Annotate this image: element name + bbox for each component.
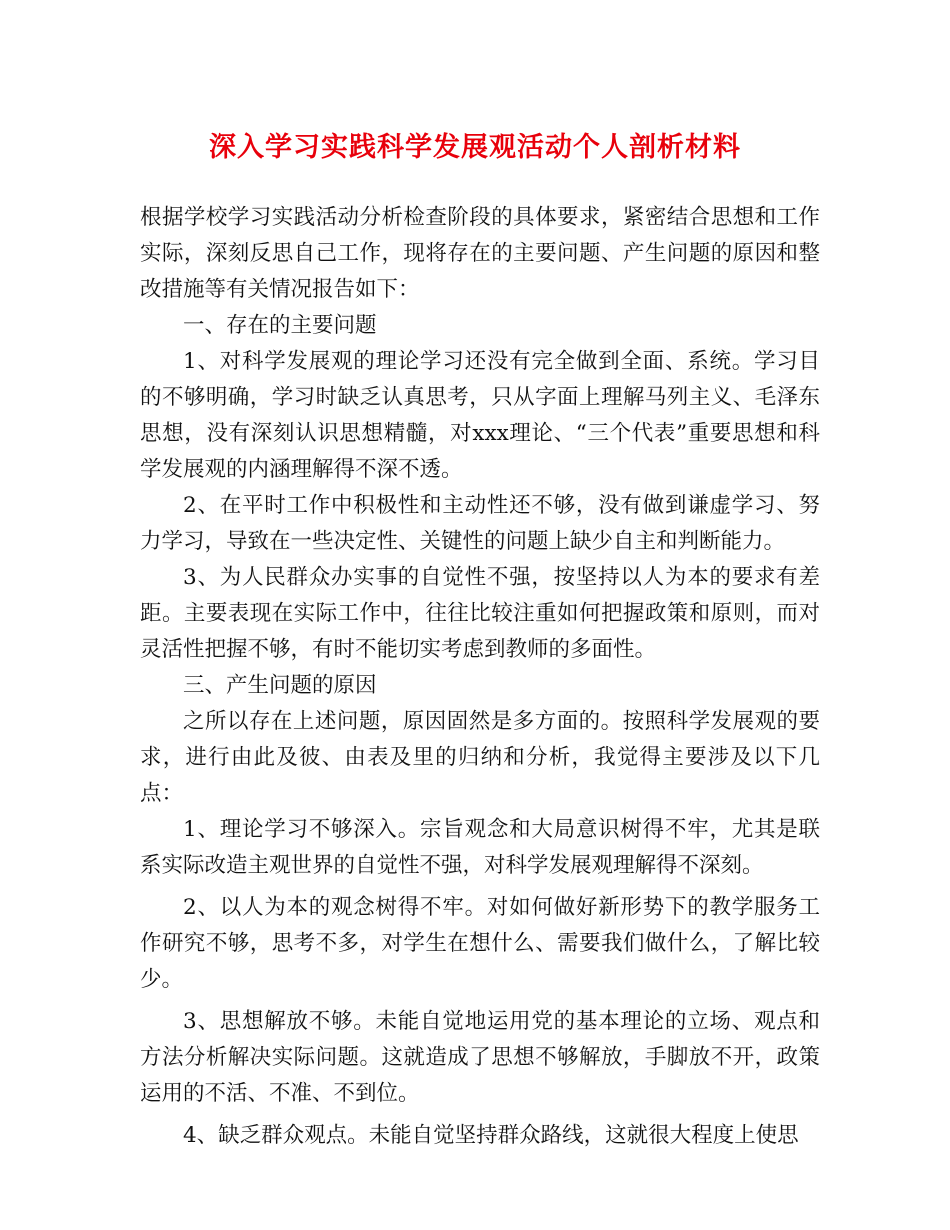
cause-item-2: 2、以人为本的观念树得不牢。对如何做好新形势下的教学服务工作研究不够，思考不多，对学生在想什么、需要我们做什么，了解比较少。 (140, 895, 820, 992)
problem-item-1: 1、对科学发展观的理论学习还没有完全做到全面、系统。学习目的不够明确，学习时缺乏认真思考，只从字面上理解马列主义、毛泽东思想，没有深刻认识思想精髓，对xxx理论、“三个代表”重要思想和科学发展观的内涵理解得不深不透。 (140, 349, 820, 482)
problem-item-2: 2、在平时工作中积极性和主动性还不够，没有做到谦虚学习、努力学习，导致在一些决定性、关键性的问题上缺少自主和判断能力。 (140, 493, 820, 554)
document-title: 深入学习实践科学发展观活动个人剖析材料 (209, 132, 741, 163)
section-heading-causes: 三、产生问题的原因 (183, 673, 377, 698)
problem-item-3: 3、为人民群众办实事的自觉性不强，按坚持以人为本的要求有差距。主要表现在实际工作中，往往比较注重如何把握政策和原则，而对灵活性把握不够，有时不能切实考虑到教师的多面性。 (140, 565, 820, 662)
section-heading-problems: 一、存在的主要问题 (183, 313, 377, 338)
intro-paragraph: 根据学校学习实践活动分析检查阶段的具体要求，紧密结合思想和工作实际，深刻反思自己工作，现将存在的主要问题、产生问题的原因和整改措施等有关情况报告如下： (140, 205, 820, 302)
cause-item-3: 3、思想解放不够。未能自觉地运用党的基本理论的立场、观点和方法分析解决实际问题。这就造成了思想不够解放，手脚放不开，政策运用的不活、不准、不到位。 (140, 1009, 820, 1106)
document-body (140, 200, 820, 1154)
cause-item-1: 1、理论学习不够深入。宗旨观念和大局意识树得不牢，尤其是联系实际改造主观世界的自觉性不强，对科学发展观理解得不深刻。 (140, 817, 820, 878)
causes-intro-paragraph: 之所以存在上述问题，原因固然是多方面的。按照科学发展观的要求，进行由此及彼、由表及里的归纳和分析，我觉得主要涉及以下几点： (140, 709, 820, 806)
cause-item-4: 4、缺乏群众观点。未能自觉坚持群众路线，这就很大程度上使思 (183, 1123, 799, 1148)
